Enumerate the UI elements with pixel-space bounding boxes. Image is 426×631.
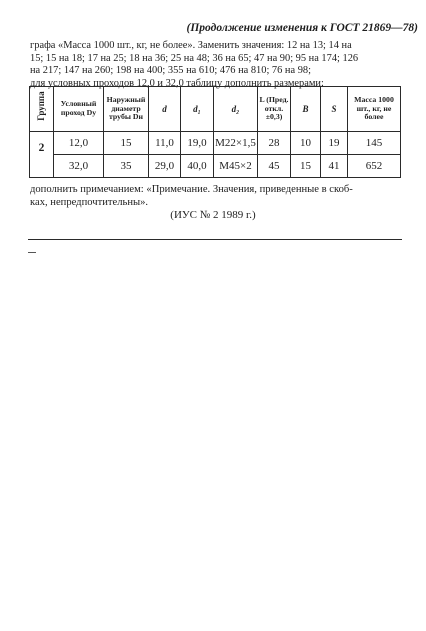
divider-line — [28, 239, 402, 240]
note-line: ках, непредпочтительны». — [30, 197, 149, 208]
cell-l: 45 — [258, 155, 291, 178]
paragraph-line: 15; 15 на 18; 17 на 25; 18 на 36; 25 на 48; 36 на 65; 47 на 90; 95 на 174; 126 — [30, 52, 359, 64]
cell-d2: M22×1,5 — [214, 132, 258, 155]
cell-b: 10 — [291, 132, 321, 155]
cell-dn: 15 — [104, 132, 149, 155]
table-row — [30, 132, 401, 155]
cell-s: 19 — [321, 132, 348, 155]
header-dy: Условный проход Dу — [54, 87, 104, 132]
paragraph-line: для условных проходов 12,0 и 32,0 таблицу дополнить размерами: — [30, 77, 324, 89]
header-d: d — [149, 87, 181, 132]
header-l: L (Пред. откл. ±0,3) — [258, 87, 291, 132]
cell-mass: 652 — [348, 155, 401, 178]
dimensions-table — [29, 86, 401, 178]
cell-d1: 19,0 — [181, 132, 214, 155]
cell-d2: M45×2 — [214, 155, 258, 178]
group-cell: 2 — [30, 132, 54, 178]
header-d2: d₂ — [214, 87, 258, 132]
header-s: S — [321, 87, 348, 132]
header-mass: Масса 1000 шт., кг, не более — [348, 87, 401, 132]
paragraph-line: на 217; 147 на 260; 198 на 400; 355 на 610; 476 на 810; 76 на 98; — [30, 65, 311, 77]
cell-d: 11,0 — [149, 132, 181, 155]
table-header-row — [30, 87, 401, 132]
note-paragraph — [30, 183, 398, 209]
header-group: Группа — [30, 87, 54, 132]
cell-b: 15 — [291, 155, 321, 178]
ius-reference: (ИУС № 2 1989 г.) — [170, 209, 256, 221]
header-b: B — [291, 87, 321, 132]
cell-d: 29,0 — [149, 155, 181, 178]
change-paragraph — [30, 40, 398, 90]
document-header: (Продолжение изменения к ГОСТ 21869—78) — [186, 22, 418, 34]
table-row — [30, 155, 401, 178]
cell-d1: 40,0 — [181, 155, 214, 178]
cell-s: 41 — [321, 155, 348, 178]
cell-dy: 12,0 — [54, 132, 104, 155]
header-d1: d₁ — [181, 87, 214, 132]
header-dn: Наружный диаметр трубы Dн — [104, 87, 149, 132]
paragraph-line: графа «Масса 1000 шт., кг, не более». Заменить значения: 12 на 13; 14 на — [30, 40, 352, 51]
small-dash — [28, 252, 36, 253]
cell-dn: 35 — [104, 155, 149, 178]
cell-dy: 32,0 — [54, 155, 104, 178]
cell-l: 28 — [258, 132, 291, 155]
note-line: дополнить примечанием: «Примечание. Значения, приведенные в скоб- — [30, 184, 353, 195]
cell-mass: 145 — [348, 132, 401, 155]
